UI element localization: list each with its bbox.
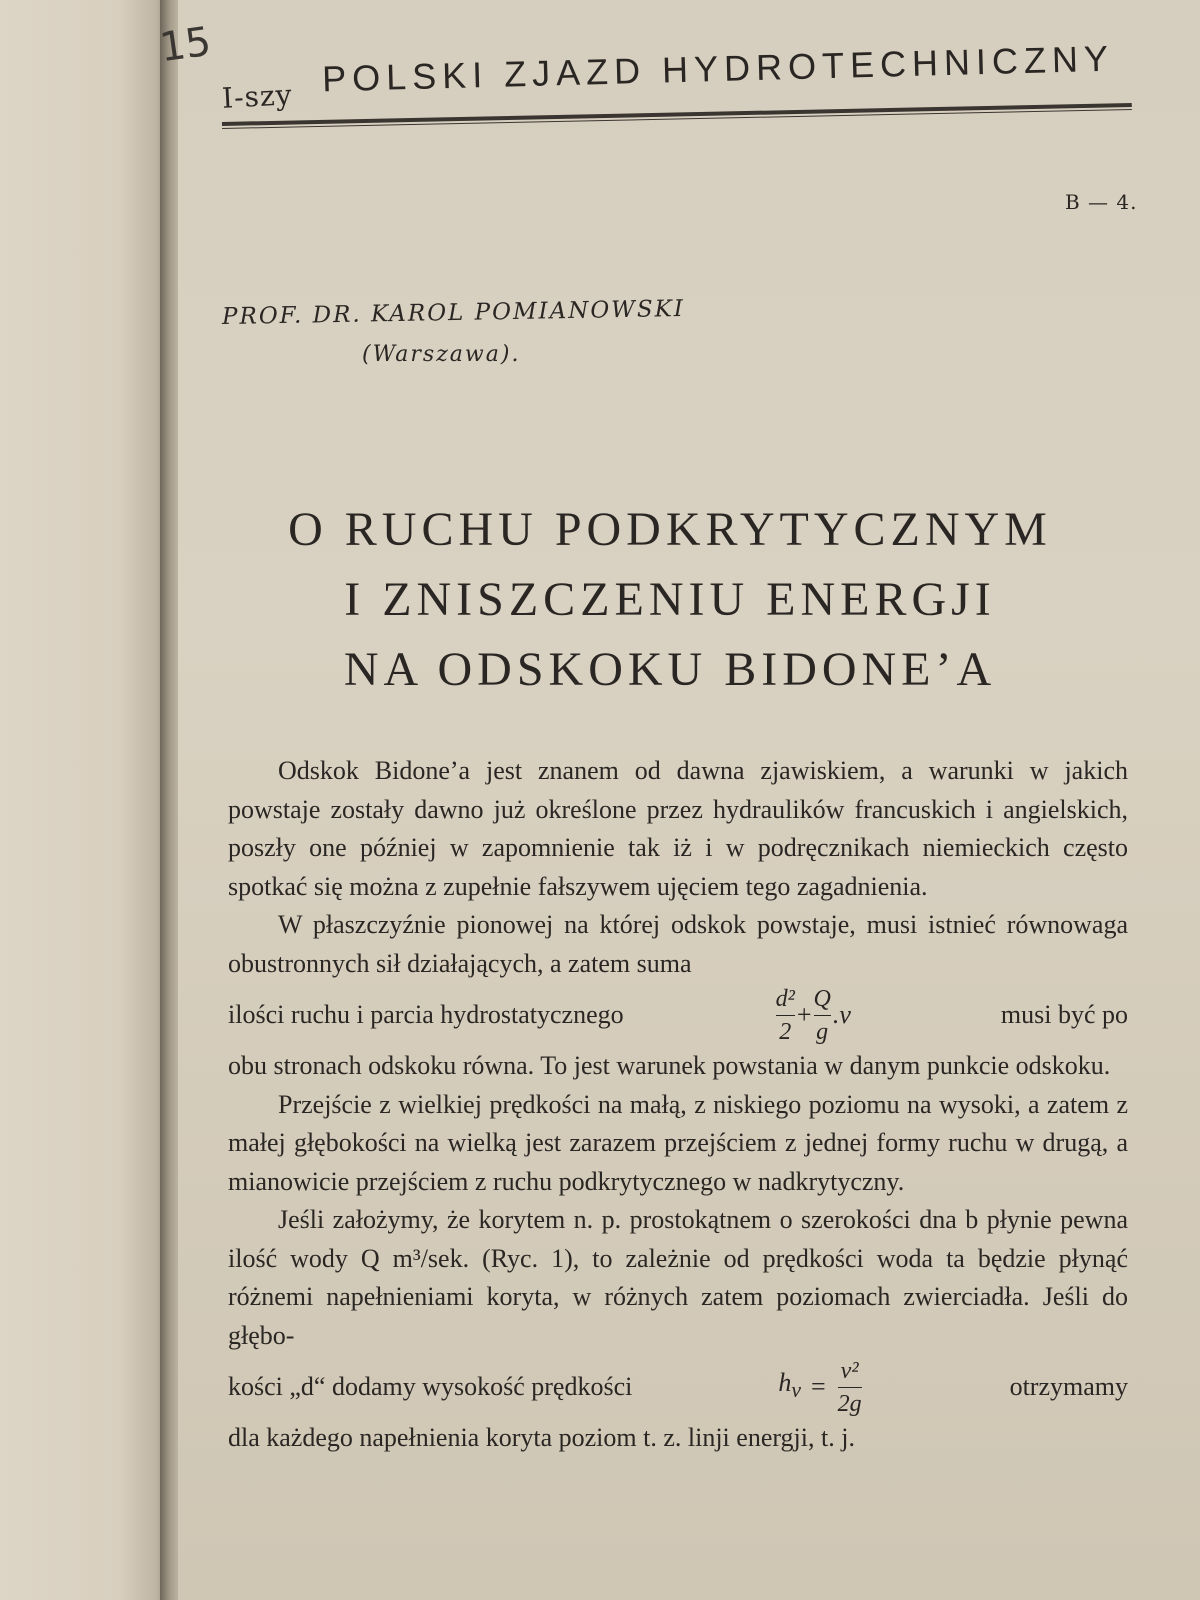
header-title: POLSKI ZJAZD HYDROTECHNICZNY bbox=[321, 37, 1115, 100]
title-line: NA ODSKOKU BIDONE’A bbox=[343, 643, 997, 696]
title-line: O RUCHU PODKRYTYCZNYM bbox=[288, 503, 1052, 556]
article-title bbox=[230, 495, 1110, 705]
left-page bbox=[0, 0, 170, 1600]
paragraph: Jeśli założymy, że korytem n. p. prostokątnem o szerokości dna b płynie pewna ilość wody Q m³/sek. (Ryc. 1), to zależnie od prędkości woda ta będzie płynąć różnemi napełnieniami koryta, w różnych zatem poziomach zwierciadła. Jeśli do głębo- bbox=[228, 1205, 1128, 1350]
handwritten-note: 15 bbox=[157, 18, 214, 72]
formula-lead-text: ilości ruchu i parcia hydrostatycznego bbox=[228, 999, 624, 1029]
header-rule bbox=[222, 103, 1132, 129]
formula-trail-text: otrzymamy bbox=[1009, 1371, 1128, 1401]
paragraph: dla każdego napełnienia koryta poziom t. z. linji energji, t. j. bbox=[228, 1423, 855, 1452]
formula-lead-text: kości „d“ dodamy wysokość prędkości bbox=[228, 1371, 633, 1401]
fraction: $\frac{\text{v²}}{2g}$ bbox=[837, 1357, 862, 1417]
fraction: $\frac{Q}{g}$ bbox=[813, 985, 831, 1045]
plus-sign: + bbox=[796, 999, 812, 1029]
header-prefix: I-szy bbox=[221, 78, 294, 115]
formula-line bbox=[228, 1355, 1128, 1419]
formula-tail: .v bbox=[832, 999, 851, 1029]
title-line: I ZNISZCZENIU ENERGJI bbox=[344, 573, 996, 626]
formula-line bbox=[228, 983, 1128, 1047]
paragraph: Odskok Bidone’a jest znanem od dawna zjawiskiem, a warunki w jakich powstaje zostały dawno już określone przez hydraulików francuskich i angielskich, poszły one później w zapomnienie tak iż i w podręcznikach niemieckich często spotkać się można z zupełnie fałszywem ujęciem tego zagadnienia. bbox=[228, 756, 1128, 901]
page-number: B — 4. bbox=[1065, 190, 1138, 214]
affiliation: (Warszawa). bbox=[362, 342, 521, 367]
author: PROF. DR. KAROL POMIANOWSKI bbox=[221, 295, 686, 331]
paragraph: Przejście z wielkiej prędkości na małą, z niskiego poziomu na wysoki, a zatem z małej głębokości na wielką jest zarazem przejściem z jednej formy ruchu w drugą, a mianowicie przejściem z ruchu podkrytycznego w nadkrytyczny. bbox=[228, 1089, 1128, 1196]
fraction: $\frac{\text{d²}}{2}$ bbox=[775, 985, 795, 1045]
formula-trail-text: musi być po bbox=[1000, 999, 1128, 1029]
momentum-formula bbox=[774, 985, 851, 1046]
velocity-head-formula: $h_v$ = $\frac{\text{v²}}{2g}$ bbox=[778, 1357, 862, 1417]
paragraph: W płaszczyźnie pionowej na której odskok powstaje, musi istnieć równowaga obustronnych sił działających, a zatem suma bbox=[228, 910, 1128, 978]
running-header bbox=[221, 37, 1142, 130]
article-body bbox=[228, 752, 1128, 1458]
paragraph: obu stronach odskoku równa. To jest warunek powstania w danym punkcie odskoku. bbox=[228, 1051, 1111, 1080]
